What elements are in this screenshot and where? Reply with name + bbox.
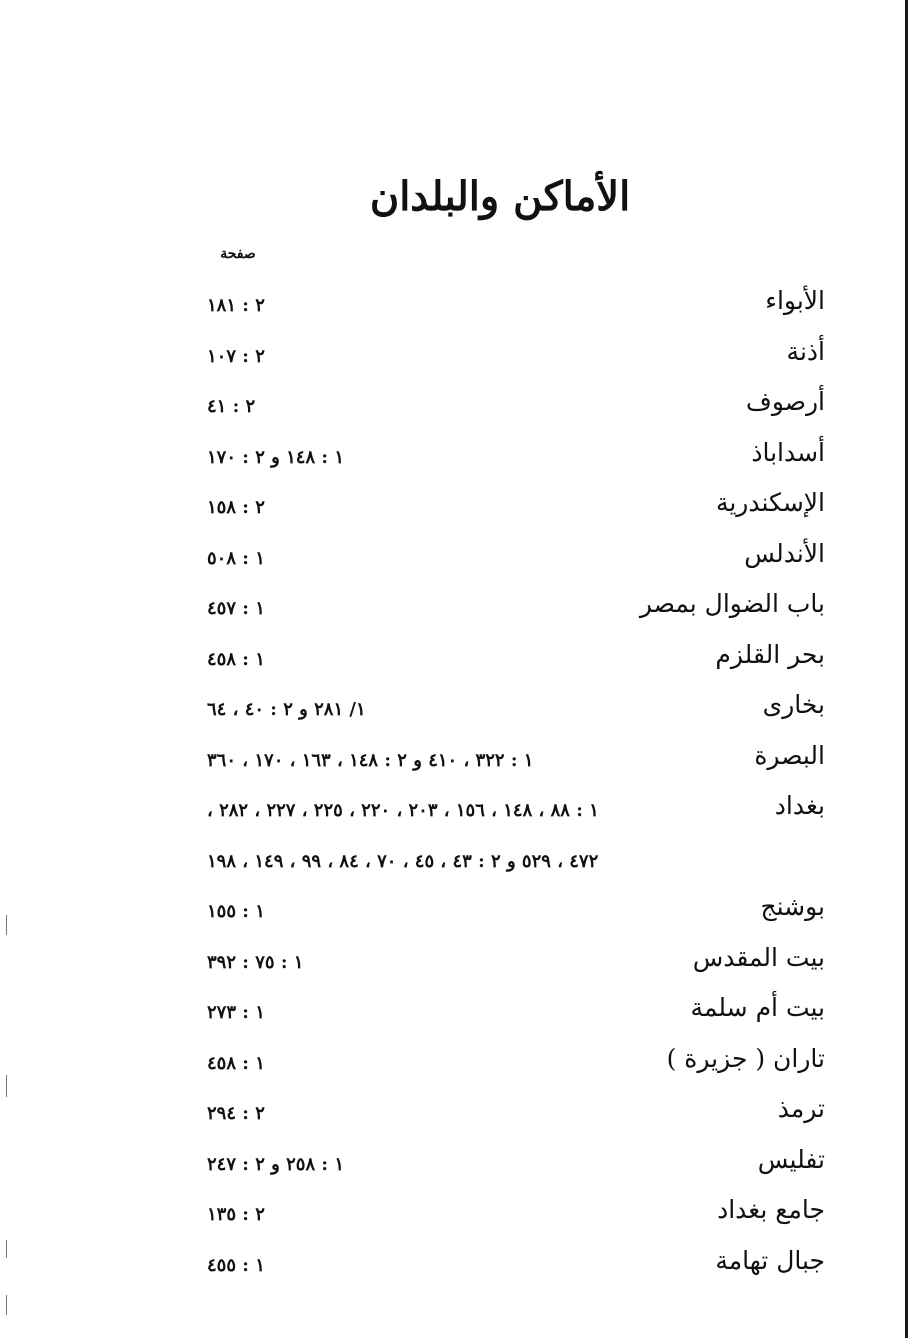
- page-references: ١ : ٧٥ : ٣٩٢: [207, 951, 304, 973]
- page-references: ٢ : ٢٩٤: [207, 1103, 265, 1124]
- place-name: ترمذ: [777, 1094, 825, 1123]
- index-entry: [195, 1238, 825, 1289]
- place-name: أذنة: [786, 336, 825, 366]
- index-entry: [195, 278, 825, 329]
- page-references: ٢ : ١٠٧: [207, 345, 265, 367]
- page-references: ٢ : ٤١: [207, 396, 256, 417]
- index-list: [195, 278, 825, 1288]
- page-references: ١ : ٢٥٨ و ٢ : ٢٤٧: [207, 1153, 344, 1175]
- index-entry: [195, 1137, 825, 1188]
- index-entry: [195, 733, 825, 784]
- scan-mark: [6, 1240, 7, 1258]
- page-references: ١ : ٥٠٨: [207, 547, 265, 569]
- place-name: الأبواء: [765, 286, 825, 315]
- page-references: ١ : ١٤٨ و ٢ : ١٧٠: [207, 446, 344, 468]
- page-references: ١ : ٣٢٢ ، ٤١٠ و ٢ : ١٤٨ ، ١٦٣ ، ١٧٠ ، ٣٦٠: [207, 749, 534, 771]
- page-references: ٢ : ١٥٨: [207, 497, 265, 518]
- place-name: الإسكندرية: [715, 488, 825, 517]
- place-name: تفليس: [757, 1144, 825, 1174]
- place-name: البصرة: [754, 740, 825, 770]
- place-name: بيت أم سلمة: [690, 993, 825, 1022]
- place-name: أسداباذ: [751, 437, 825, 467]
- index-entry: [195, 1086, 825, 1137]
- page-title: الأماكن والبلدان: [369, 173, 631, 220]
- page-references: ١ : ٨٨ ، ١٤٨ ، ١٥٦ ، ٢٠٣ ، ٢٢٠ ، ٢٢٥ ، ٢٢٧ ، ٢٨٢ ،: [207, 800, 599, 821]
- page-references: ١/ ٢٨١ و ٢ : ٤٠ ، ٦٤: [207, 699, 366, 720]
- place-name: بغداد: [774, 791, 825, 820]
- index-entry: [195, 480, 825, 531]
- place-name: أرصوف: [745, 387, 825, 416]
- page-references: ٢ : ١٨١: [207, 295, 265, 316]
- place-name: بخارى: [762, 690, 825, 719]
- page-column-label: صفحة: [220, 246, 256, 262]
- scan-mark: [6, 1295, 7, 1315]
- page-references: ١ : ٤٥٨: [207, 648, 265, 670]
- page-references: ١ : ١٥٥: [207, 901, 265, 922]
- place-name: بوشنج: [760, 892, 825, 921]
- place-name: بيت المقدس: [692, 942, 825, 972]
- index-entry: [195, 531, 825, 582]
- page-references: ٢ : ١٣٥: [207, 1204, 265, 1225]
- index-entry: [195, 783, 825, 834]
- index-entry: [195, 1036, 825, 1087]
- place-name: جامع بغداد: [717, 1195, 825, 1224]
- index-entry: [195, 985, 825, 1036]
- page-references: ١ : ٤٥٧: [207, 598, 265, 619]
- page-references: ١ : ٤٥٨: [207, 1052, 265, 1074]
- scan-mark: [6, 915, 7, 935]
- index-entry-continuation: [195, 834, 825, 885]
- index-entry: [195, 682, 825, 733]
- place-name: باب الضوال بمصر: [639, 589, 825, 618]
- index-entry: [195, 329, 825, 380]
- index-entry: [195, 1187, 825, 1238]
- index-entry: [195, 884, 825, 935]
- page-references: ١ : ٤٥٥: [207, 1254, 265, 1276]
- scan-mark: [6, 1075, 7, 1097]
- page-edge-line: [905, 0, 908, 1338]
- place-name: بحر القلزم: [715, 639, 825, 669]
- index-entry: [195, 632, 825, 683]
- place-name: الأندلس: [744, 538, 825, 568]
- place-name: تاران ( جزيرة ): [666, 1043, 825, 1073]
- place-name: جبال تهامة: [715, 1245, 825, 1275]
- page-references: ٤٧٢ ، ٥٢٩ و ٢ : ٤٣ ، ٤٥ ، ٧٠ ، ٨٤ ، ٩٩ ، ١٤٩ ، ١٩٨: [207, 850, 599, 872]
- index-entry: [195, 430, 825, 481]
- index-entry: [195, 935, 825, 986]
- index-entry: [195, 581, 825, 632]
- index-entry: [195, 379, 825, 430]
- page-references: ١ : ٢٧٣: [207, 1002, 265, 1023]
